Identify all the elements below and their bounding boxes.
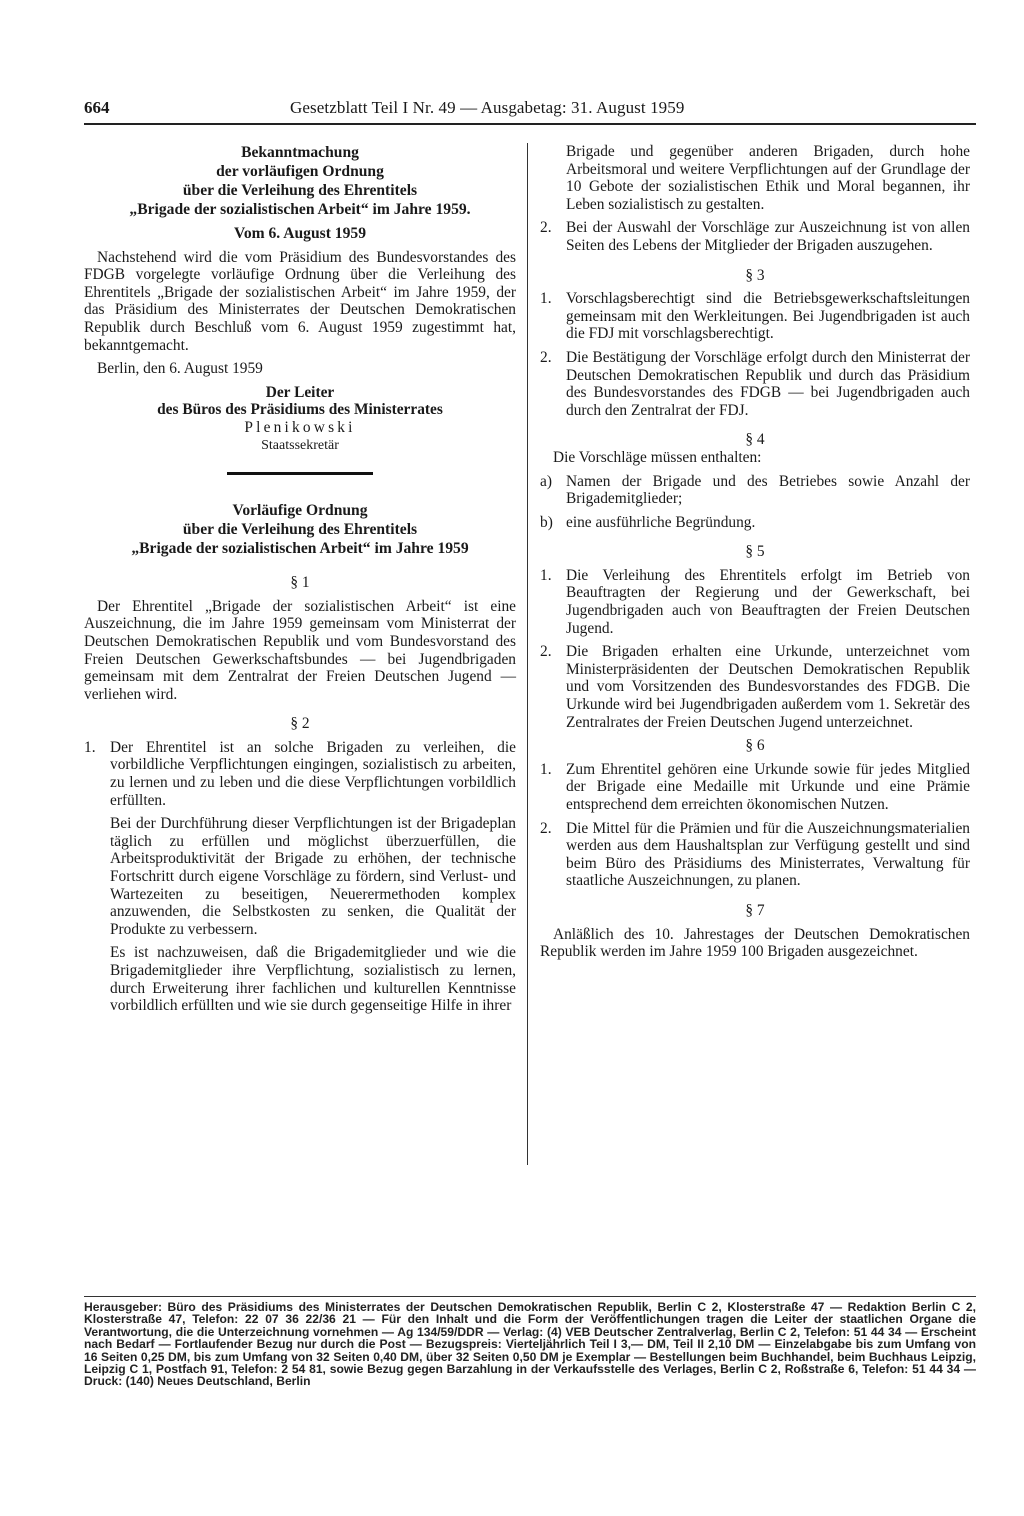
notice-title-line: der vorläufigen Ordnung — [216, 163, 384, 180]
column-divider — [527, 143, 528, 1165]
header-rule — [84, 123, 976, 125]
item-text: Zum Ehrentitel gehören eine Urkunde sowie für jedes Mitglied der Brigade eine Medaille mit Urkunde und eine Prämie entsprechend dem erreichten ökonomischen Nutzen. — [566, 760, 970, 813]
notice-title-line: über die Verleihung des Ehrentitels — [182, 182, 418, 199]
section-2-item-1-paragraph-2: Bei der Durchführung dieser Verpflichtungen ist der Brigadeplan täglich zu erfüllen und möglichst überzuerfüllen, die Arbeitsproduktivität der Brigade zu erhöhen, der technische Fortschritt durch eigene Vorschläge zu fördern, sind Verlust- und Wartezeiten zu beseitigen, Neuerermethoden komplex anzuwenden, die Selbstkosten zu senken, die Qualität der Produkte zu verbessern. — [110, 815, 516, 938]
signatory-name: Plenikowski — [244, 418, 356, 436]
section-5-item-2 — [540, 643, 970, 731]
right-column — [540, 143, 970, 961]
section-2-heading: § 2 — [290, 715, 310, 733]
section-3-item-1 — [540, 290, 970, 343]
section-3-heading: § 3 — [745, 266, 765, 284]
notice-title-line: Bekanntmachung — [241, 144, 359, 161]
item-text: Die Verleihung des Ehrentitels erfolgt im Betrieb von Beauftragten der Regierung und der Gewerkschaft, bei Jugendbrigaden auch von Beauftragten der Freien Deutschen Jugend. — [566, 566, 970, 637]
section-6-item-1 — [540, 761, 970, 814]
ordinance-title — [84, 501, 516, 558]
section-1-heading: § 1 — [290, 574, 310, 592]
section-3-item-2 — [540, 349, 970, 419]
ordinance-title-line: über die Verleihung des Ehrentitels — [182, 521, 418, 539]
section-4-item-a — [540, 473, 970, 508]
section-7-text: Anläßlich des 10. Jahrestages der Deutschen Demokratischen Republik werden im Jahre 1959 100 Brigaden ausgezeichnet. — [540, 925, 970, 961]
item-number: 2. — [540, 643, 552, 661]
item-text: Die Brigaden erhalten eine Urkunde, unterzeichnet vom Ministerpräsidenten der Deutschen Demokratischen Republik und vom Vorsitzenden des Bundesvorstandes des FDGB. Die Urkunde wird bei Jugendbrigaden außerdem vom 1. Sekretär des Zentralrates der Freien Deutschen Jugend unterzeichnet. — [566, 643, 970, 731]
item-text: Die Mittel für die Prämien und für die Auszeichnungsmaterialien werden aus dem Haushaltsplan zur Verfügung gestellt und sind beim Büro des Präsidiums des Ministerrates, Verwaltung für staatliche Auszeichnungen, zu planen. — [566, 819, 970, 890]
item-text: eine ausführliche Begründung. — [566, 513, 756, 531]
item-text: Namen der Brigade und des Betriebes sowie Anzahl der Brigademitglieder; — [566, 472, 970, 508]
notice-title — [84, 143, 516, 219]
section-5-item-1 — [540, 567, 970, 637]
section-4-intro: Die Vorschläge müssen enthalten: — [553, 448, 762, 466]
section-1-text: Der Ehrentitel „Brigade der sozialistischen Arbeit“ ist eine Auszeichnung, die im Jahre 1959 gemeinsam vom Ministerrat der Deutschen Demokratischen Republik und vom Bundesvorstand des Freien Deutschen Gewerkschaftsbundes — bei Jugendbrigaden gemeinsam mit dem Zentralrat der Freien Deutschen Jugend — verliehen wird. — [84, 597, 516, 703]
section-6-item-2 — [540, 820, 970, 890]
item-text: Die Bestätigung der Vorschläge erfolgt durch den Ministerrat der Deutschen Demokratischen Republik und durch das Präsidium des Bundesvorstandes des FDGB — bei Jugendbrigaden auch durch den Zentralrat der FDJ. — [566, 348, 970, 419]
item-number: 1. — [540, 290, 552, 308]
left-column — [84, 143, 516, 1015]
notice-title-line: „Brigade der sozialistischen Arbeit“ im Jahre 1959. — [129, 201, 471, 218]
signatory-title-2: des Büros des Präsidiums des Ministerrates — [157, 401, 443, 419]
item-number: 1. — [540, 760, 552, 778]
item-text: Der Ehrentitel ist an solche Brigaden zu verleihen, die vorbildliche Verpflichtungen eingingen, sozialistisch zu arbeiten, zu lernen und zu leben und die diese Verpflichtungen vorbildlich erfüllten. — [110, 738, 516, 809]
ordinance-title-line: Vorläufige Ordnung — [232, 502, 368, 520]
imprint: Herausgeber: Büro des Präsidiums des Ministerrates der Deutschen Demokratischen Republik, Berlin C 2, Klosterstraße 47 — Redaktion Berlin C 2, Klosterstraße 47, Telefon: 22 07 36 22/36 21 — Für den Inhalt und die Form der Veröffentlichungen tragen die Leiter der staatlichen Organe die Verantwortung, die die Unterzeichnung vornehmen — Ag 134/59/DDR — Verlag: (4) VEB Deutscher Zentralverlag, Berlin C 2, Telefon: 51 44 34 — Erscheint nach Bedarf — Fortlaufender Bezug nur durch die Post — Bezugspreis: Vierteljährlich Teil I 3,— DM, Teil II 2,10 DM — Einzelabgabe bis zum Umfang von 16 Seiten 0,25 DM, bis zum Umfang von 32 Seiten 0,40 DM, über 32 Seiten 0,50 DM je Exemplar — Bestellungen beim Buchhandel, beim Buchhaus Leipzig, Leipzig C 1, Postfach 91, Telefon: 2 54 81, sowie Bezug gegen Barzahlung in der Verkaufsstelle des Verlages, Berlin C 2, Roßstraße 6, Telefon: 51 44 34 — Druck: (140) Neues Deutschland, Berlin — [84, 1300, 976, 1389]
section-2-item-2 — [540, 219, 970, 254]
item-number: b) — [540, 513, 553, 531]
notice-date: Vom 6. August 1959 — [234, 225, 366, 242]
imprint-rule — [84, 1296, 976, 1297]
notice-body: Nachstehend wird die vom Präsidium des Bundesvorstandes des FDGB vorgelegte vorläufige Ordnung über die Verleihung des Ehrentitels „Brigade der sozialistischen Arbeit“ im Jahre 1959, der das Präsidium des Ministerrates der Deutschen Demokratischen Republik durch Beschluß vom 6. August 1959 zugestimmt hat, bekanntgemacht. — [84, 248, 516, 354]
page-number: 664 — [84, 98, 110, 117]
item-number: 2. — [540, 219, 552, 237]
signatory-title-1: Der Leiter — [265, 383, 335, 401]
section-2-item-1-paragraph-3: Es ist nachzuweisen, daß die Brigademitglieder und wie die Brigademitglieder ihre Verpflichtung, sozialistisch zu lernen, durch Erweiterung ihrer fachlichen und kulturellen Kenntnisse vorbildlich erfüllten und wie sie durch gegenseitige Hilfe in ihrer — [110, 944, 516, 1015]
notice-place-date: Berlin, den 6. August 1959 — [97, 360, 263, 378]
ordinance-title-line: „Brigade der sozialistischen Arbeit“ im Jahre 1959 — [131, 540, 469, 558]
item-number: 2. — [540, 348, 552, 366]
section-2-item-1 — [84, 739, 516, 809]
item-number: a) — [540, 472, 552, 490]
item-number: 1. — [84, 738, 96, 756]
section-4-heading: § 4 — [745, 431, 765, 449]
section-4-item-b — [540, 514, 970, 532]
section-5-heading: § 5 — [745, 543, 765, 561]
section-7-heading: § 7 — [745, 901, 765, 919]
running-head: Gesetzblatt Teil I Nr. 49 — Ausgabetag: 31. August 1959 — [290, 98, 685, 117]
item-number: 1. — [540, 566, 552, 584]
item-number: 2. — [540, 819, 552, 837]
item-text: Vorschlagsberechtigt sind die Betriebsgewerkschaftsleitungen gemeinsam mit den Werkleitungen. Bei Jugendbrigaden ist auch die FDJ mit vorschlagsberechtigt. — [566, 290, 970, 343]
section-6-heading: § 6 — [745, 737, 765, 755]
page-header — [84, 98, 976, 124]
signatory-role: Staatssekretär — [261, 437, 339, 453]
section-2-item-1-continued: Brigade und gegenüber anderen Brigaden, durch hohe Arbeitsmoral und weitere Verpflichtungen auf der Grundlage der 10 Gebote der sozialistischen Ethik und Moral begannen, ihr Leben sozialistisch zu gestalten. — [566, 143, 970, 213]
item-text: Bei der Auswahl der Vorschläge zur Auszeichnung ist von allen Seiten des Lebens der Mitglieder der Brigaden auszugehen. — [566, 219, 970, 254]
